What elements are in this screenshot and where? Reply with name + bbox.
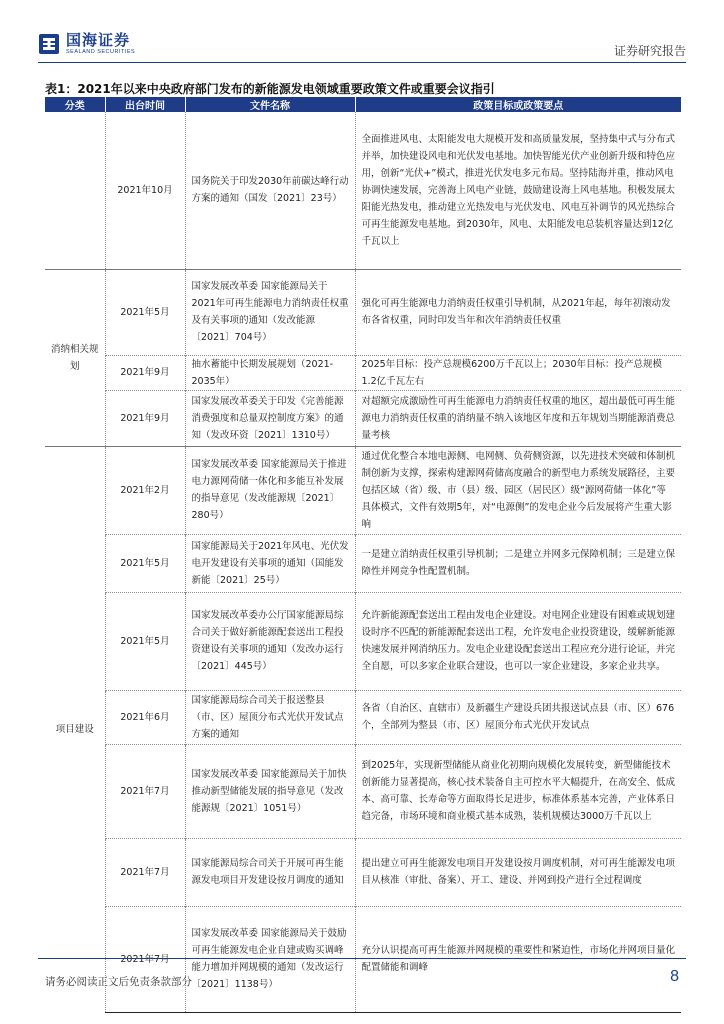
category-cell <box>45 112 105 269</box>
footer-disclaimer: 请务必阅读正文后免责条款部分 <box>45 976 192 988</box>
category-consumption: 消纳相关规划 <box>45 269 105 446</box>
table-row <box>45 390 681 446</box>
date-cell: 2021年6月 <box>105 690 185 744</box>
goal-cell: 通过优化整合本地电源侧、电网侧、负荷侧资源，以先进技术突破和体制机制创新为支撑，探索构建源网荷储高度融合的新型电力系统发展路径，主要包括区域（省）级、市（县）级、园区（居民区）级“源网荷储一体化”等具体模式，文件有效期5年，对“电源侧”的发电企业今后发展将产生重大影响 <box>355 446 681 534</box>
document-cell: 国家能源局关于2021年风电、光伏发电开发建设有关事项的通知（国能发新能〔2021〕25号） <box>185 534 355 592</box>
date-cell: 2021年2月 <box>105 446 185 534</box>
table-row <box>45 744 681 838</box>
table-row <box>45 906 681 1012</box>
date-cell: 2021年7月 <box>105 838 185 906</box>
date-cell: 2021年7月 <box>105 906 185 1012</box>
page-header <box>38 26 686 62</box>
document-cell: 国务院关于印发2030年前碳达峰行动方案的通知（国发〔2021〕23号） <box>185 112 355 269</box>
page-number: 8 <box>670 968 679 985</box>
table-row <box>45 112 681 269</box>
document-cell: 国家能源局综合司关于报送整县（市、区）屋顶分布式光伏开发试点方案的通知 <box>185 690 355 744</box>
table-row <box>45 592 681 690</box>
logo-icon <box>38 33 60 55</box>
goal-cell: 对超额完成激励性可再生能源电力消纳责任权重的地区，超出最低可再生能源电力消纳责任权重的消纳量不纳入该地区年度和五年规划当期能源消费总量考核 <box>355 390 681 446</box>
goal-cell: 充分认识提高可再生能源并网规模的重要性和紧迫性，市场化并网项目量化配置储能和调峰 <box>355 906 681 1012</box>
policy-table <box>45 97 681 1013</box>
date-cell: 2021年5月 <box>105 592 185 690</box>
goal-cell: 全面推进风电、太阳能发电大规模开发和高质量发展，坚持集中式与分布式并举，加快建设风电和光伏发电基地。加快智能光伏产业创新升级和特色应用，创新“光伏+”模式，推进光伏发电多元布局。坚持陆海并重，推动风电协调快速发展，完善海上风电产业链，鼓励建设海上风电基地。积极发展太阳能光热发电，推动建立光热发电与光伏发电、风电互补调节的风光热综合可再生能源发电基地。到2030年，风电、太阳能发电总装机容量达到12亿千瓦以上 <box>361 133 676 247</box>
category-projects: 项目建设 <box>45 446 105 1012</box>
col-header-document: 文件名称 <box>185 97 355 112</box>
date-cell: 2021年7月 <box>105 744 185 838</box>
document-cell: 国家发展改革委关于印发《完善能源消费强度和总量双控制度方案》的通知（发改环资〔2021〕1310号） <box>185 390 355 446</box>
footer-divider <box>38 958 686 959</box>
table-title: 表1：2021年以来中央政府部门发布的新能源发电领域重要政策文件或重要会议指引 <box>45 82 495 96</box>
date-cell: 2021年9月 <box>105 390 185 446</box>
document-cell: 抽水蓄能中长期发展规划（2021-2035年） <box>185 355 355 390</box>
goal-cell: 各省（自治区、直辖市）及新疆生产建设兵团共报送试点县（市、区）676个，全部列为整县（市、区）屋顶分布式光伏开发试点 <box>355 690 681 744</box>
header-divider <box>38 62 686 63</box>
table-row <box>45 690 681 744</box>
goal-cell: 2025年目标：投产总规模6200万千瓦以上；2030年目标：投产总规模1.2亿千瓦左右 <box>355 355 681 390</box>
document-cell: 国家发展改革委 国家能源局关于2021年可再生能源电力消纳责任权重及有关事项的通知（发改能源〔2021〕704号） <box>185 269 355 355</box>
col-header-goal: 政策目标或政策要点 <box>355 97 681 112</box>
table-row <box>45 446 681 534</box>
document-cell: 国家能源局综合司关于开展可再生能源发电项目开发建设按月调度的通知 <box>185 838 355 906</box>
goal-cell: 到2025年，实现新型储能从商业化初期向规模化发展转变，新型储能技术创新能力显著提高，核心技术装备自主可控水平大幅提升，在高安全、低成本、高可靠、长寿命等方面取得长足进步，标准体系基本完善，产业体系日趋完备，市场环境和商业模式基本成熟，装机规模达3000万千瓦以上 <box>355 744 681 838</box>
table-header-row <box>45 97 681 112</box>
document-cell: 国家发展改革委 国家能源局关于推进电力源网荷储一体化和多能互补发展的指导意见（发改能源规〔2021〕280号） <box>185 446 355 534</box>
logo-name-cn: 国海证券 <box>66 31 131 49</box>
goal-cell: 提出建立可再生能源发电项目开发建设按月调度机制，对可再生能源发电项目从核准（审批、备案）、开工、建设、并网到投产进行全过程调度 <box>355 838 681 906</box>
goal-cell: 一是建立消纳责任权重引导机制；二是建立并网多元保障机制；三是建立保障性并网竞争性配置机制。 <box>355 534 681 592</box>
goal-cell: 强化可再生能源电力消纳责任权重引导机制，从2021年起，每年初滚动发布各省权重，同时印发当年和次年消纳责任权重 <box>355 269 681 355</box>
table-row <box>45 269 681 355</box>
col-header-date: 出台时间 <box>105 97 185 112</box>
table-row <box>45 838 681 906</box>
logo-name-en: SEALAND SECURITIES <box>66 49 136 55</box>
document-cell: 国家发展改革委 国家能源局关于加快推动新型储能发展的指导意见（发改能源规〔2021〕1051号） <box>185 744 355 838</box>
goal-cell: 允许新能源配套送出工程由发电企业建设。对电网企业建设有困难或规划建设时序不匹配的新能源配套送出工程，允许发电企业投资建设，缓解新能源快速发展并网消纳压力。发电企业建设配套送出工程应充分进行论证，并完全自愿，可以多家企业联合建设，也可以一家企业建设，多家企业共享。 <box>355 592 681 690</box>
document-cell: 国家发展改革委办公厅国家能源局综合司关于做好新能源配套送出工程投资建设有关事项的通知（发改办运行〔2021〕445号） <box>185 592 355 690</box>
date-cell: 2021年5月 <box>105 269 185 355</box>
date-cell: 2021年9月 <box>105 355 185 390</box>
table-row <box>45 534 681 592</box>
document-cell: 国家发展改革委 国家能源局关于鼓励可再生能源发电企业自建或购买调峰能力增加并网规模的通知（发改运行〔2021〕1138号） <box>185 906 355 1012</box>
company-logo <box>38 32 135 56</box>
date-cell: 2021年10月 <box>105 112 185 269</box>
date-cell: 2021年5月 <box>105 534 185 592</box>
report-type: 证券研究报告 <box>613 44 686 58</box>
table-row <box>45 355 681 390</box>
col-header-category: 分类 <box>45 97 105 112</box>
